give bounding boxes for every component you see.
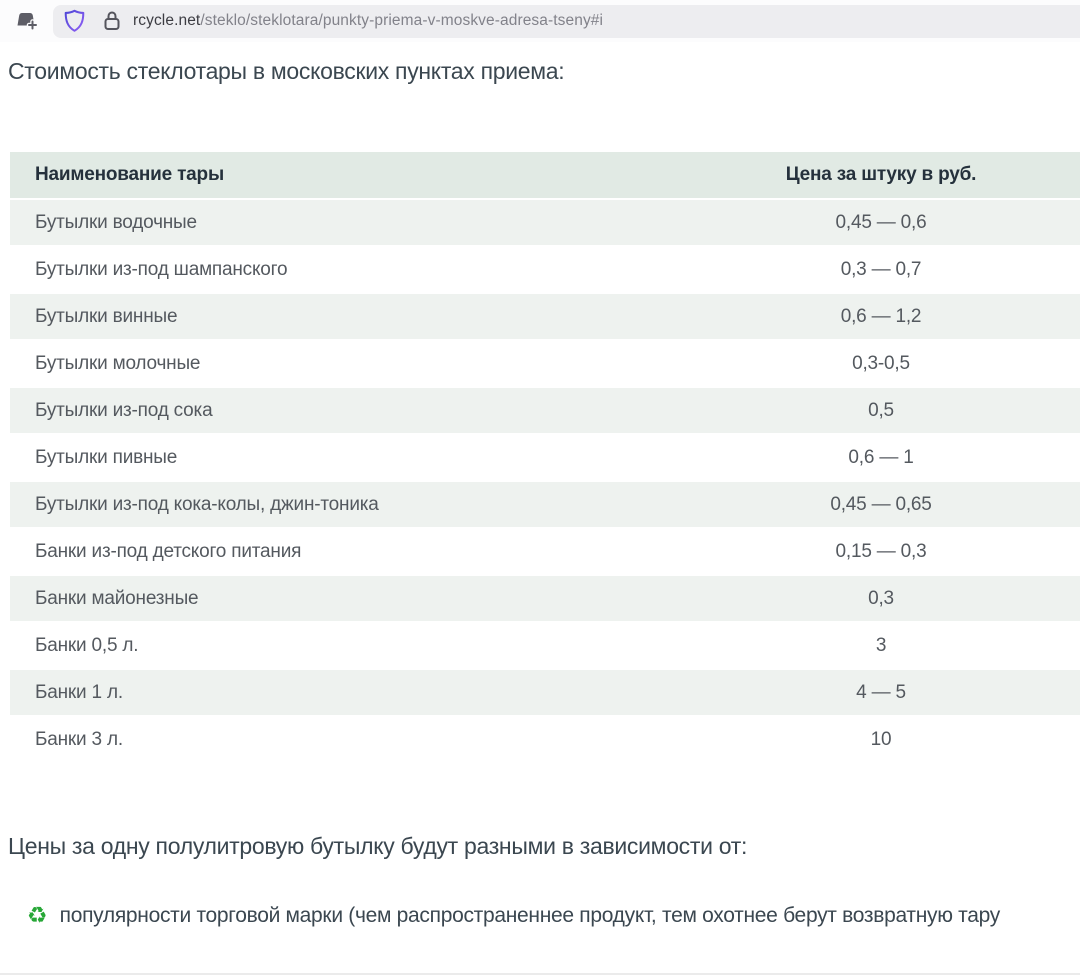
- table-row: [10, 670, 1080, 717]
- section-heading: Цены за одну полулитровую бутылку будут разными в зависимости от:: [8, 833, 748, 859]
- tracking-protection-shield-icon[interactable]: [64, 9, 85, 33]
- table-row: [10, 388, 1080, 435]
- container-name-cell: Бутылки из-под шампанского: [10, 247, 682, 294]
- table-row: [10, 576, 1080, 623]
- table-row: [10, 623, 1080, 670]
- price-cell: 0,45 — 0,6: [682, 200, 1080, 247]
- container-name-cell: Банки 1 л.: [10, 670, 682, 717]
- table-row: [10, 247, 1080, 294]
- new-tab-icon: [15, 9, 39, 34]
- container-name-cell: Бутылки винные: [10, 294, 682, 341]
- glass-price-table: [10, 152, 1080, 764]
- browser-toolbar: [0, 0, 1080, 42]
- price-cell: 0,3 — 0,7: [682, 247, 1080, 294]
- table-body: [10, 200, 1080, 764]
- address-bar[interactable]: [53, 5, 1080, 38]
- column-header-name: Наименование тары: [10, 152, 682, 200]
- container-name-cell: Бутылки пивные: [10, 435, 682, 482]
- url-host: rcycle.net: [133, 12, 201, 29]
- url-text[interactable]: [133, 12, 603, 30]
- table-row: [10, 200, 1080, 247]
- container-name-cell: Банки 3 л.: [10, 717, 682, 764]
- page-title: Стоимость стеклотары в московских пунктах приема:: [8, 58, 565, 84]
- container-name-cell: Банки майонезные: [10, 576, 682, 623]
- list-item: [0, 904, 1080, 928]
- price-cell: 3: [682, 623, 1080, 670]
- table-row: [10, 482, 1080, 529]
- url-path: /steklo/steklotara/punkty-priema-v-moskve-adresa-tseny#i: [200, 12, 604, 29]
- new-tab-button[interactable]: [0, 9, 53, 34]
- container-name-cell: Бутылки из-под сока: [10, 388, 682, 435]
- price-cell: 0,3-0,5: [682, 341, 1080, 388]
- price-cell: 0,15 — 0,3: [682, 529, 1080, 576]
- recycle-icon: ♻: [27, 902, 48, 929]
- container-name-cell: Бутылки молочные: [10, 341, 682, 388]
- price-cell: 0,6 — 1,2: [682, 294, 1080, 341]
- container-name-cell: Банки из-под детского питания: [10, 529, 682, 576]
- container-name-cell: Бутылки из-под кока-колы, джин-тоника: [10, 482, 682, 529]
- table-row: [10, 294, 1080, 341]
- table-row: [10, 529, 1080, 576]
- table-row: [10, 435, 1080, 482]
- price-cell: 0,3: [682, 576, 1080, 623]
- price-cell: 0,6 — 1: [682, 435, 1080, 482]
- container-name-cell: Бутылки водочные: [10, 200, 682, 247]
- column-header-price: Цена за штуку в руб.: [682, 152, 1080, 200]
- table-row: [10, 717, 1080, 764]
- lock-icon[interactable]: [103, 10, 121, 32]
- table-row: [10, 341, 1080, 388]
- price-cell: 10: [682, 717, 1080, 764]
- list-item-text: популярности торговой марки (чем распространеннее продукт, тем охотнее берут возвратную тару: [59, 904, 1000, 927]
- price-cell: 0,45 — 0,65: [682, 482, 1080, 529]
- price-cell: 0,5: [682, 388, 1080, 435]
- container-name-cell: Банки 0,5 л.: [10, 623, 682, 670]
- table-header-row: [10, 152, 1080, 200]
- price-cell: 4 — 5: [682, 670, 1080, 717]
